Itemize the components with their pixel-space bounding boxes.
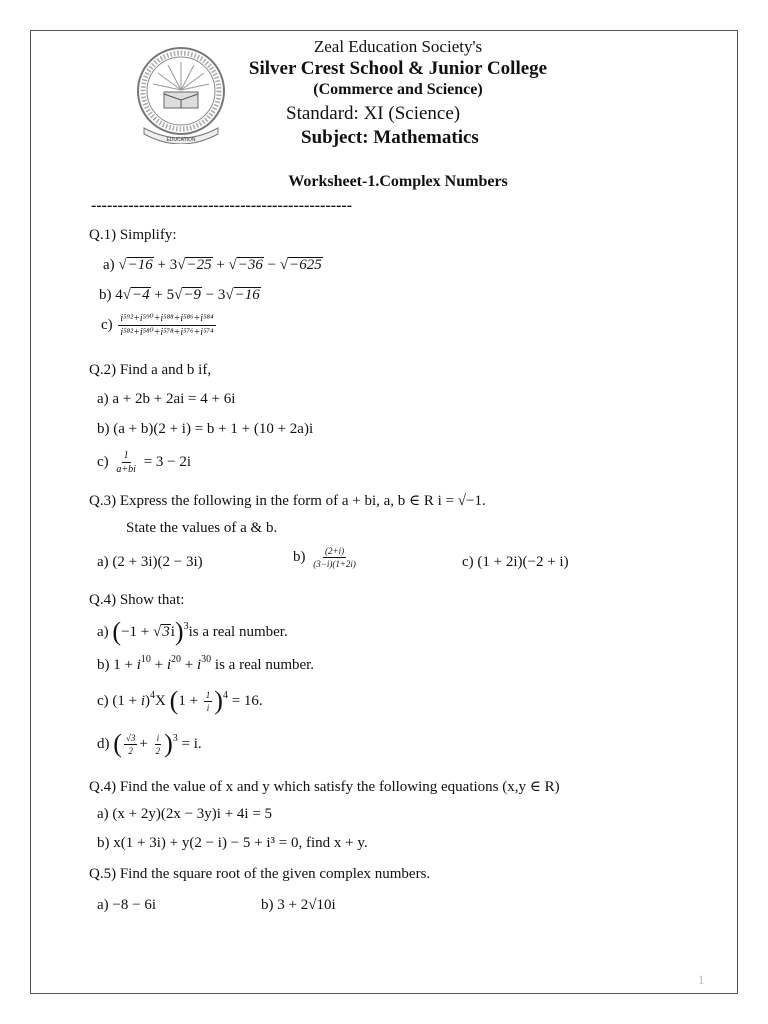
q4b-title: Q.4) Find the value of x and y which satisfy the following equations (x,y ∈ R)	[89, 779, 560, 795]
q1-c: c) $\frac{\text{i⁵⁹²+i⁵⁹⁰+i⁵⁸⁸+i⁵⁸⁶+i⁵⁸⁴}}{\text{i⁵⁸²+i⁵⁸⁰+i⁵⁷⁸+i⁵⁷⁶+i⁵⁷⁴}}$	[101, 313, 214, 338]
q4b-b: b) x(1 + 3i) + y(2 − i) − 5 + i³ = 0, find x + y.	[97, 835, 368, 851]
q3-subtitle: State the values of a & b.	[126, 520, 278, 536]
q3-title: Q.3) Express the following in the form of a + bi, a, b ∈ R i = √−1.	[89, 493, 486, 509]
q4b-a: a) (x + 2y)(2x − 3y)i + 4i = 5	[97, 806, 273, 822]
q1-title: Q.1) Simplify:	[89, 227, 177, 243]
q3-c: c) (1 + 2i)(−2 + i)	[462, 554, 569, 570]
q5-title: Q.5) Find the square root of the given complex numbers.	[89, 866, 431, 882]
q2-a: a) a + 2b + 2ai = 4 + 6i	[97, 391, 236, 407]
page-number: 1	[698, 972, 705, 987]
q4-title: Q.4) Show that:	[89, 592, 185, 608]
q4-c: c) $(1 + i)^4X$ (1 + $\frac{1}{i}$ )$^4$ = 16.	[97, 685, 263, 715]
school-name: Silver Crest School & Junior College	[248, 58, 548, 79]
separator-line: -------------------------------------------------	[91, 197, 353, 214]
q1-a: a) √−16 + 3√−25 + √−36 − √−625	[103, 257, 322, 273]
society-name: Zeal Education Society's	[313, 37, 483, 56]
q1-c-denominator: i⁵⁸²+i⁵⁸⁰+i⁵⁷⁸+i⁵⁷⁶+i⁵⁷⁴	[120, 327, 214, 338]
logo-text: EDUCATION	[166, 137, 196, 143]
q2-c: c) $\frac{1}{a+bi}$ = 3 − 2i	[97, 450, 192, 475]
q5-b: b) 3 + 2√10i	[261, 897, 336, 913]
stream-label: (Commerce and Science)	[313, 81, 483, 98]
worksheet-title: Worksheet-1.Complex Numbers	[288, 173, 508, 190]
q3-a: a) (2 + 3i)(2 − 3i)	[97, 554, 203, 570]
q1-b: b) 4√−4 + 5√−9 − 3√−16	[99, 287, 260, 303]
q4-d: d) ( $\frac{√3}{2}$ + $\frac{i}{2}$ )$^3$ = i.	[97, 728, 202, 758]
school-logo	[134, 46, 228, 144]
q1-c-numerator: i⁵⁹²+i⁵⁹⁰+i⁵⁸⁸+i⁵⁸⁶+i⁵⁸⁴	[120, 313, 214, 324]
standard-label: Standard: XI (Science)	[286, 103, 461, 124]
subject-label: Subject: Mathematics	[301, 127, 479, 148]
q3-b: b) $\frac{(2+i)}{(3-i)(1+2i)}$	[293, 546, 356, 569]
q5-a: a) −8 − 6i	[97, 897, 156, 913]
q2-b: b) (a + b)(2 + i) = b + 1 + (10 + 2a)i	[97, 421, 314, 437]
q2-title: Q.2) Find a and b if,	[89, 362, 212, 378]
q4-b: b) $1 + i^{10} + i^{20} + i^{30}$ is a real number.	[97, 654, 315, 673]
q4-a: a) $(-1 + √3i)^3is$ a real number.	[97, 617, 288, 646]
